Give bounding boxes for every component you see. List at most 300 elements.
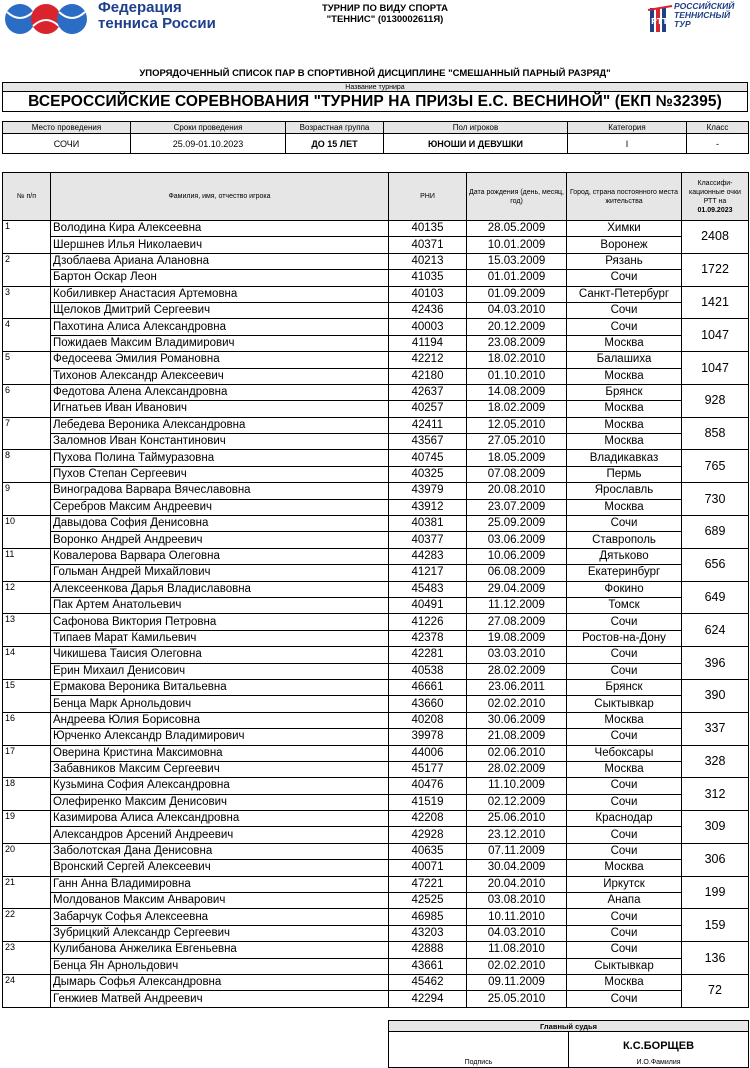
- pair-points: 1047: [682, 352, 749, 385]
- player-rni: 40745: [389, 450, 467, 466]
- pair-points: 159: [682, 909, 749, 942]
- player-dob: 04.03.2010: [467, 925, 567, 941]
- player-row: [3, 778, 749, 794]
- player-city: Москва: [567, 335, 682, 351]
- pair-points: 624: [682, 614, 749, 647]
- pair-number: 18: [3, 778, 51, 811]
- player-name: Давыдова София Денисовна: [51, 516, 389, 532]
- player-row: [3, 384, 749, 400]
- player-row: [3, 761, 749, 777]
- player-row: [3, 466, 749, 482]
- tournament-name: ВСЕРОССИЙСКИЕ СОРЕВНОВАНИЯ "ТУРНИР НА ПРИЗЫ Е.С. ВЕСНИНОЙ" (ЕКП №32395): [2, 92, 748, 112]
- player-row: [3, 581, 749, 597]
- player-rni: 43203: [389, 925, 467, 941]
- player-name: Виноградова Варвара Вячеславовна: [51, 483, 389, 499]
- tournament-sport-line2: "ТЕННИС" (0130002611Я): [326, 14, 444, 25]
- player-name: Забарчук Софья Алексеевна: [51, 909, 389, 925]
- player-rni: 45462: [389, 974, 467, 990]
- player-rni: 41226: [389, 614, 467, 630]
- player-row: [3, 679, 749, 695]
- player-dob: 29.04.2009: [467, 581, 567, 597]
- player-city: Томск: [567, 597, 682, 613]
- player-rni: 43661: [389, 958, 467, 974]
- player-city: Москва: [567, 368, 682, 384]
- player-dob: 10.11.2010: [467, 909, 567, 925]
- player-row: [3, 663, 749, 679]
- player-city: Москва: [567, 434, 682, 450]
- player-rni: 42208: [389, 811, 467, 827]
- player-dob: 10.01.2009: [467, 237, 567, 253]
- player-row: [3, 417, 749, 433]
- player-city: Брянск: [567, 679, 682, 695]
- player-row: [3, 745, 749, 761]
- pair-points: 312: [682, 778, 749, 811]
- player-name: Володина Кира Алексеевна: [51, 221, 389, 237]
- pair-points: 689: [682, 516, 749, 549]
- player-row: [3, 712, 749, 728]
- pair-number: 3: [3, 286, 51, 319]
- player-name: Пухов Степан Сергеевич: [51, 466, 389, 482]
- player-dob: 07.08.2009: [467, 466, 567, 482]
- referee-signature-cell: [389, 1032, 569, 1068]
- player-rni: 46661: [389, 679, 467, 695]
- player-rni: 40381: [389, 516, 467, 532]
- player-rni: 41217: [389, 565, 467, 581]
- player-row: [3, 843, 749, 859]
- player-city: Сочи: [567, 516, 682, 532]
- player-dob: 20.08.2010: [467, 483, 567, 499]
- player-city: Сочи: [567, 925, 682, 941]
- player-city: Сочи: [567, 729, 682, 745]
- player-row: [3, 958, 749, 974]
- info-header-row: [3, 122, 749, 134]
- player-row: [3, 434, 749, 450]
- player-row: [3, 319, 749, 335]
- player-dob: 21.08.2009: [467, 729, 567, 745]
- referee-title: Главный судья: [389, 1021, 749, 1032]
- info-header-category: Категория: [568, 122, 687, 134]
- player-city: Рязань: [567, 253, 682, 269]
- col-header-city: Город, страна постоянного места жительства: [567, 173, 682, 221]
- pair-points: 928: [682, 384, 749, 417]
- player-rni: 42212: [389, 352, 467, 368]
- player-row: [3, 532, 749, 548]
- player-dob: 03.08.2010: [467, 893, 567, 909]
- rtt-line3: ТУР: [674, 19, 691, 29]
- pair-points: 649: [682, 581, 749, 614]
- col-header-points-label: Классифи-кационные очки РТТ на: [689, 179, 741, 205]
- player-city: Сочи: [567, 778, 682, 794]
- player-name: Оверина Кристина Максимовна: [51, 745, 389, 761]
- player-dob: 25.06.2010: [467, 811, 567, 827]
- pair-points: 72: [682, 974, 749, 1007]
- pair-number: 13: [3, 614, 51, 647]
- player-rni: 39978: [389, 729, 467, 745]
- pair-number: 8: [3, 450, 51, 483]
- pair-number: 20: [3, 843, 51, 876]
- player-row: [3, 729, 749, 745]
- info-venue: СОЧИ: [3, 134, 131, 154]
- player-city: Сочи: [567, 302, 682, 318]
- pair-points: 1047: [682, 319, 749, 352]
- player-row: [3, 335, 749, 351]
- player-dob: 11.10.2009: [467, 778, 567, 794]
- tournament-box: [2, 82, 748, 112]
- player-rni: 40476: [389, 778, 467, 794]
- player-city: Анапа: [567, 893, 682, 909]
- player-city: Сочи: [567, 942, 682, 958]
- pair-number: 9: [3, 483, 51, 516]
- pair-points: 309: [682, 811, 749, 844]
- pair-number: 2: [3, 253, 51, 286]
- player-name: Заболотская Дана Денисовна: [51, 843, 389, 859]
- player-dob: 12.05.2010: [467, 417, 567, 433]
- player-city: Чебоксары: [567, 745, 682, 761]
- player-dob: 15.03.2009: [467, 253, 567, 269]
- pair-points: 337: [682, 712, 749, 745]
- referee-name-cell: [569, 1032, 749, 1068]
- pair-points: 328: [682, 745, 749, 778]
- player-dob: 07.11.2009: [467, 843, 567, 859]
- pair-points: 765: [682, 450, 749, 483]
- player-rni: 40325: [389, 466, 467, 482]
- player-rni: 42294: [389, 991, 467, 1007]
- player-name: Олефиренко Максим Денисович: [51, 794, 389, 810]
- player-dob: 11.12.2009: [467, 597, 567, 613]
- player-name: Щелоков Дмитрий Сергеевич: [51, 302, 389, 318]
- player-dob: 19.08.2009: [467, 630, 567, 646]
- player-row: [3, 794, 749, 810]
- player-dob: 18.02.2009: [467, 401, 567, 417]
- player-rni: 41194: [389, 335, 467, 351]
- player-city: Иркутск: [567, 876, 682, 892]
- player-row: [3, 925, 749, 941]
- player-row: [3, 499, 749, 515]
- rtt-logo-mark-text: РТТ: [651, 17, 668, 26]
- pair-number: 10: [3, 516, 51, 549]
- player-row: [3, 909, 749, 925]
- tournament-sport-line1: ТУРНИР ПО ВИДУ СПОРТА: [321, 3, 449, 14]
- pair-points: 1421: [682, 286, 749, 319]
- player-row: [3, 352, 749, 368]
- federation-name: [98, 0, 216, 32]
- player-city: Москва: [567, 712, 682, 728]
- player-city: Брянск: [567, 384, 682, 400]
- pair-number: 22: [3, 909, 51, 942]
- pair-number: 7: [3, 417, 51, 450]
- player-name: Молдованов Максим Анварович: [51, 893, 389, 909]
- player-rni: 45483: [389, 581, 467, 597]
- player-row: [3, 450, 749, 466]
- player-row: [3, 860, 749, 876]
- player-rni: 43979: [389, 483, 467, 499]
- page-header: [0, 0, 750, 40]
- player-rni: 40213: [389, 253, 467, 269]
- player-name: Сафонова Виктория Петровна: [51, 614, 389, 630]
- player-name: Типаев Марат Камильевич: [51, 630, 389, 646]
- tournament-sport: [270, 3, 500, 25]
- player-city: Москва: [567, 417, 682, 433]
- tournament-caption: Название турнира: [2, 82, 748, 92]
- player-rni: 40257: [389, 401, 467, 417]
- pair-number: 21: [3, 876, 51, 909]
- federation-name-line1: Федерация: [98, 0, 182, 16]
- pair-number: 14: [3, 647, 51, 680]
- player-dob: 30.04.2009: [467, 860, 567, 876]
- player-row: [3, 237, 749, 253]
- player-rni: 40635: [389, 843, 467, 859]
- col-header-points-date: 01.09.2023: [697, 206, 733, 214]
- info-value-row: [3, 134, 749, 154]
- player-rni: 40071: [389, 860, 467, 876]
- col-header-rni: РНИ: [389, 173, 467, 221]
- player-name: Кулибанова Анжелика Евгеньевна: [51, 942, 389, 958]
- pair-points: 199: [682, 876, 749, 909]
- pair-points: 396: [682, 647, 749, 680]
- player-row: [3, 401, 749, 417]
- player-dob: 09.11.2009: [467, 974, 567, 990]
- referee-signature-label: Подпись: [464, 1059, 493, 1066]
- player-name: Гольман Андрей Михайлович: [51, 565, 389, 581]
- player-row: [3, 942, 749, 958]
- player-dob: 23.12.2010: [467, 827, 567, 843]
- player-rni: 40538: [389, 663, 467, 679]
- player-dob: 03.06.2009: [467, 532, 567, 548]
- pair-points: 656: [682, 548, 749, 581]
- player-name: Заломнов Иван Константинович: [51, 434, 389, 450]
- pair-number: 17: [3, 745, 51, 778]
- referee-name-label: И.О.Фамилия: [636, 1059, 681, 1066]
- player-city: Сыктывкар: [567, 696, 682, 712]
- player-city: Сочи: [567, 647, 682, 663]
- player-rni: 46985: [389, 909, 467, 925]
- player-dob: 23.08.2009: [467, 335, 567, 351]
- info-category: I: [568, 134, 687, 154]
- player-rni: 42180: [389, 368, 467, 384]
- info-gender: ЮНОШИ И ДЕВУШКИ: [384, 134, 568, 154]
- player-city: Химки: [567, 221, 682, 237]
- player-rni: 42637: [389, 384, 467, 400]
- player-city: Воронеж: [567, 237, 682, 253]
- player-name: Александров Арсений Андреевич: [51, 827, 389, 843]
- player-name: Федосеева Эмилия Романовна: [51, 352, 389, 368]
- player-dob: 01.01.2009: [467, 270, 567, 286]
- player-dob: 10.06.2009: [467, 548, 567, 564]
- player-name: Ганн Анна Владимировна: [51, 876, 389, 892]
- info-header-gender: Пол игроков: [384, 122, 568, 134]
- pair-points: 306: [682, 843, 749, 876]
- player-city: Сочи: [567, 991, 682, 1007]
- player-row: [3, 647, 749, 663]
- player-dob: 23.07.2009: [467, 499, 567, 515]
- player-dob: 02.02.2010: [467, 696, 567, 712]
- player-city: Владикавказ: [567, 450, 682, 466]
- player-dob: 06.08.2009: [467, 565, 567, 581]
- player-row: [3, 483, 749, 499]
- player-name: Генжиев Матвей Андреевич: [51, 991, 389, 1007]
- pair-points: 390: [682, 679, 749, 712]
- pair-number: 24: [3, 974, 51, 1007]
- player-city: Москва: [567, 401, 682, 417]
- player-city: Сочи: [567, 663, 682, 679]
- pair-number: 4: [3, 319, 51, 352]
- player-name: Воронко Андрей Андреевич: [51, 532, 389, 548]
- player-city: Москва: [567, 499, 682, 515]
- player-dob: 20.04.2010: [467, 876, 567, 892]
- col-header-dob: Дата рождения (день, месяц, год): [467, 173, 567, 221]
- player-name: Андреева Юлия Борисовна: [51, 712, 389, 728]
- player-name: Федотова Алена Александровна: [51, 384, 389, 400]
- player-name: Вронский Сергей Алексеевич: [51, 860, 389, 876]
- list-title: УПОРЯДОЧЕННЫЙ СПИСОК ПАР В СПОРТИВНОЙ ДИСЦИПЛИНЕ "СМЕШАННЫЙ ПАРНЫЙ РАЗРЯД": [139, 68, 611, 79]
- tournament-info-table: [2, 121, 749, 154]
- pair-number: 16: [3, 712, 51, 745]
- player-dob: 18.05.2009: [467, 450, 567, 466]
- info-class: -: [687, 134, 749, 154]
- federation-logo-icon: [3, 2, 89, 36]
- pairs-body: [3, 221, 749, 1008]
- player-row: [3, 368, 749, 384]
- referee-name: К.С.БОРЩЕВ: [622, 1040, 695, 1052]
- player-dob: 04.03.2010: [467, 302, 567, 318]
- player-city: Сочи: [567, 270, 682, 286]
- player-row: [3, 893, 749, 909]
- player-rni: 42888: [389, 942, 467, 958]
- player-name: Зубрицкий Александр Сергеевич: [51, 925, 389, 941]
- player-name: Дзоблаева Ариана Алановна: [51, 253, 389, 269]
- pair-number: 15: [3, 679, 51, 712]
- player-rni: 40208: [389, 712, 467, 728]
- player-row: [3, 991, 749, 1007]
- info-header-class: Класс: [687, 122, 749, 134]
- player-dob: 18.02.2010: [467, 352, 567, 368]
- player-name: Ерин Михаил Денисович: [51, 663, 389, 679]
- player-dob: 02.06.2010: [467, 745, 567, 761]
- player-row: [3, 827, 749, 843]
- player-city: Дятьково: [567, 548, 682, 564]
- player-name: Ермакова Вероника Витальевна: [51, 679, 389, 695]
- player-city: Сочи: [567, 827, 682, 843]
- player-name: Пак Артем Анатольевич: [51, 597, 389, 613]
- pair-number: 5: [3, 352, 51, 385]
- player-rni: 40003: [389, 319, 467, 335]
- player-row: [3, 221, 749, 237]
- player-name: Тихонов Александр Алексеевич: [51, 368, 389, 384]
- player-rni: 42525: [389, 893, 467, 909]
- player-name: Забавников Максим Сергеевич: [51, 761, 389, 777]
- player-city: Ярославль: [567, 483, 682, 499]
- player-city: Фокино: [567, 581, 682, 597]
- player-name: Юрченко Александр Владимирович: [51, 729, 389, 745]
- player-city: Краснодар: [567, 811, 682, 827]
- player-rni: 40377: [389, 532, 467, 548]
- player-rni: 44006: [389, 745, 467, 761]
- player-dob: 28.05.2009: [467, 221, 567, 237]
- pairs-header-row: [3, 173, 749, 221]
- player-rni: 40103: [389, 286, 467, 302]
- player-dob: 25.05.2010: [467, 991, 567, 1007]
- player-city: Сочи: [567, 319, 682, 335]
- player-dob: 27.05.2010: [467, 434, 567, 450]
- info-dates: 25.09-01.10.2023: [131, 134, 286, 154]
- player-rni: 42411: [389, 417, 467, 433]
- player-row: [3, 270, 749, 286]
- player-rni: 40135: [389, 221, 467, 237]
- info-header-age: Возрастная группа: [286, 122, 384, 134]
- player-dob: 23.06.2011: [467, 679, 567, 695]
- player-row: [3, 286, 749, 302]
- player-row: [3, 597, 749, 613]
- col-header-points: [682, 173, 749, 221]
- pair-number: 6: [3, 384, 51, 417]
- player-dob: 27.08.2009: [467, 614, 567, 630]
- player-rni: 42378: [389, 630, 467, 646]
- player-name: Бенца Ян Арнольдович: [51, 958, 389, 974]
- player-name: Пухова Полина Таймуразовна: [51, 450, 389, 466]
- player-name: Лебедева Вероника Александровна: [51, 417, 389, 433]
- col-header-name: Фамилия, имя, отчество игрока: [51, 173, 389, 221]
- player-name: Игнатьев Иван Иванович: [51, 401, 389, 417]
- player-row: [3, 302, 749, 318]
- player-row: [3, 696, 749, 712]
- player-name: Кобиливкер Анастасия Артемовна: [51, 286, 389, 302]
- player-rni: 45177: [389, 761, 467, 777]
- pair-points: 136: [682, 942, 749, 975]
- player-city: Сочи: [567, 614, 682, 630]
- rtt-logo-icon: [648, 2, 674, 36]
- player-name: Чикишева Таисия Олеговна: [51, 647, 389, 663]
- pair-number: 23: [3, 942, 51, 975]
- player-row: [3, 565, 749, 581]
- player-name: Бартон Оскар Леон: [51, 270, 389, 286]
- player-row: [3, 548, 749, 564]
- player-dob: 01.10.2010: [467, 368, 567, 384]
- player-name: Ковалерова Варвара Олеговна: [51, 548, 389, 564]
- player-dob: 11.08.2010: [467, 942, 567, 958]
- player-rni: 44283: [389, 548, 467, 564]
- player-row: [3, 614, 749, 630]
- player-dob: 30.06.2009: [467, 712, 567, 728]
- pair-points: 730: [682, 483, 749, 516]
- pair-points: 1722: [682, 253, 749, 286]
- player-city: Сочи: [567, 909, 682, 925]
- player-dob: 25.09.2009: [467, 516, 567, 532]
- pair-number: 11: [3, 548, 51, 581]
- player-rni: 41519: [389, 794, 467, 810]
- pairs-table: [2, 172, 749, 1008]
- player-name: Серебров Максим Андреевич: [51, 499, 389, 515]
- player-row: [3, 811, 749, 827]
- pair-number: 19: [3, 811, 51, 844]
- player-rni: 47221: [389, 876, 467, 892]
- pair-number: 1: [3, 221, 51, 254]
- player-name: Кузьмина София Александровна: [51, 778, 389, 794]
- player-city: Москва: [567, 860, 682, 876]
- player-dob: 01.09.2009: [467, 286, 567, 302]
- pair-number: 12: [3, 581, 51, 614]
- player-row: [3, 516, 749, 532]
- referee-box: [388, 1020, 749, 1068]
- player-city: Москва: [567, 974, 682, 990]
- rtt-logo-text: [674, 2, 734, 29]
- federation-name-line2: тенниса России: [98, 15, 216, 32]
- player-city: Пермь: [567, 466, 682, 482]
- pair-points: 2408: [682, 221, 749, 254]
- info-header-venue: Место проведения: [3, 122, 131, 134]
- player-row: [3, 876, 749, 892]
- player-city: Санкт-Петербург: [567, 286, 682, 302]
- player-city: Ростов-на-Дону: [567, 630, 682, 646]
